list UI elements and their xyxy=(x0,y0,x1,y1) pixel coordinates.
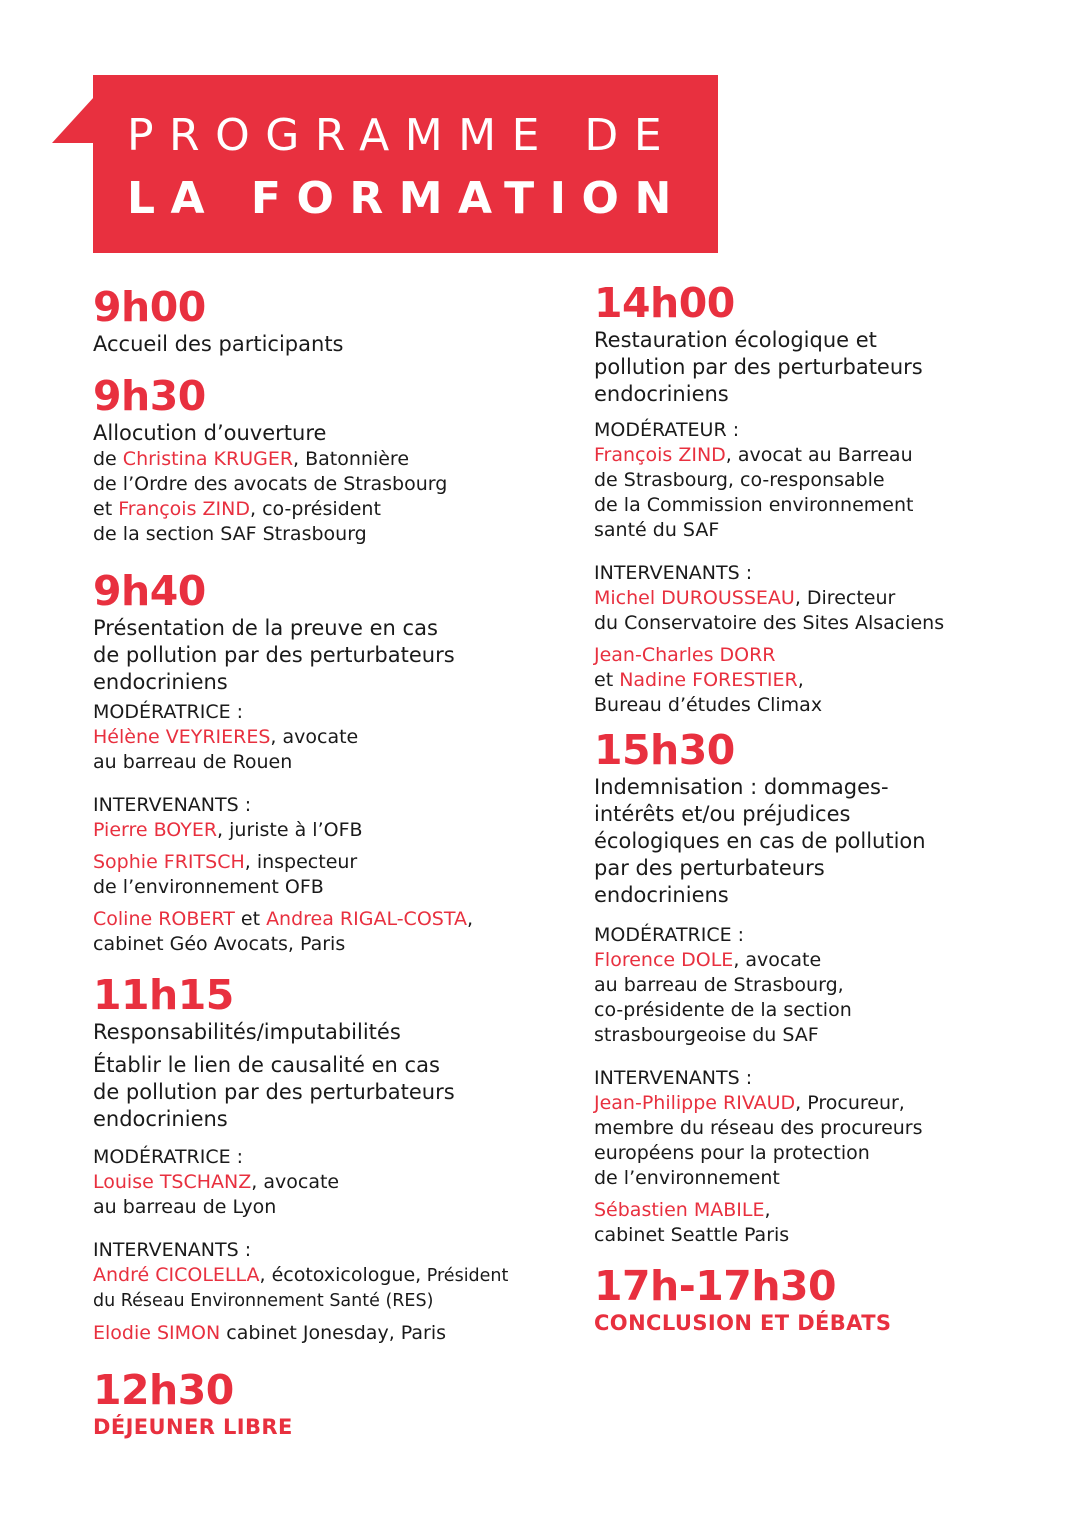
session-title: Indemnisation : dommages- xyxy=(594,775,889,799)
session-title: par des perturbateurs xyxy=(594,856,825,880)
speaker-line: et Nadine FORESTIER, xyxy=(594,669,804,691)
speaker-name: François ZIND xyxy=(594,444,726,466)
banner-title-line2: LA FORMATION xyxy=(127,173,687,224)
session-12h30 xyxy=(93,1366,558,1441)
banner-title-line1: PROGRAMME DE xyxy=(127,110,678,161)
session-title: Présentation de la preuve en cas xyxy=(93,616,438,640)
speaker-line: Pierre BOYER, juriste à l’OFB xyxy=(93,819,363,841)
moderator-label: MODÉRATEUR : xyxy=(594,419,740,441)
speaker-line: au barreau de Rouen xyxy=(93,751,293,773)
speaker-name: Michel DUROUSSEAU xyxy=(594,587,795,609)
moderator-label: MODÉRATRICE : xyxy=(93,1146,244,1168)
session-title: de pollution par des perturbateurs xyxy=(93,643,455,667)
speaker-line: cabinet Géo Avocats, Paris xyxy=(93,933,346,955)
moderator-label: MODÉRATRICE : xyxy=(594,924,745,946)
session-title: endocriniens xyxy=(93,1107,228,1131)
speaker-name: Louise TSCHANZ xyxy=(93,1171,252,1193)
speaker-name: Florence DOLE xyxy=(594,949,734,971)
session-label: DÉJEUNER LIBRE xyxy=(93,1415,293,1439)
session-time: 17h-17h30 xyxy=(594,1262,837,1310)
speaker-line: Bureau d’études Climax xyxy=(594,694,823,716)
session-9h30 xyxy=(93,372,558,547)
speaker-name: Christina KRUGER xyxy=(122,448,294,470)
speaker-line: de Strasbourg, co-responsable xyxy=(594,469,885,491)
session-title: Responsabilités/imputabilités xyxy=(93,1020,401,1044)
speaker-line: Hélène VEYRIERES, avocate xyxy=(93,726,359,748)
session-15h30 xyxy=(594,726,1044,1248)
session-title: intérêts et/ou préjudices xyxy=(594,802,851,826)
session-title: pollution par des perturbateurs xyxy=(594,355,923,379)
speaker-line: François ZIND, avocat au Barreau xyxy=(594,444,913,466)
speaker-line: Louise TSCHANZ, avocate xyxy=(93,1171,340,1193)
session-time: 11h15 xyxy=(93,971,234,1019)
session-time: 9h00 xyxy=(93,283,206,331)
session-title: Restauration écologique et xyxy=(594,328,877,352)
speaker-line: strasbourgeoise du SAF xyxy=(594,1024,819,1046)
speaker-line: de l’environnement OFB xyxy=(93,876,324,898)
speakers-label: INTERVENANTS : xyxy=(93,794,252,816)
session-11h15 xyxy=(93,971,558,1346)
session-9h40 xyxy=(93,567,558,957)
speaker-name: Andrea RIGAL-COSTA xyxy=(266,908,467,930)
speaker-line: co-présidente de la section xyxy=(594,999,852,1021)
speaker-name: Nadine FORESTIER xyxy=(619,669,798,691)
speaker-line: au barreau de Strasbourg, xyxy=(594,974,844,996)
speakers-label: INTERVENANTS : xyxy=(93,1239,252,1261)
speaker-name: Elodie SIMON xyxy=(93,1322,221,1344)
speaker-line: santé du SAF xyxy=(594,519,720,541)
speaker-name: Sophie FRITSCH xyxy=(93,851,245,873)
session-time: 12h30 xyxy=(93,1366,234,1414)
speaker-line: cabinet Seattle Paris xyxy=(594,1224,790,1246)
session-title: de pollution par des perturbateurs xyxy=(93,1080,455,1104)
speakers-label: INTERVENANTS : xyxy=(594,1067,753,1089)
session-time: 14h00 xyxy=(594,279,735,327)
schedule-right-column xyxy=(594,279,1044,1337)
session-title: écologiques en cas de pollution xyxy=(594,829,926,853)
speaker-name: Pierre BOYER xyxy=(93,819,218,841)
session-title: Allocution d’ouverture xyxy=(93,421,327,445)
speaker-name: Sébastien MABILE xyxy=(594,1199,765,1221)
speaker-line: Jean-Philippe RIVAUD, Procureur, xyxy=(594,1092,905,1114)
speaker-line: et François ZIND, co-président xyxy=(93,498,381,520)
speaker-line: membre du réseau des procureurs xyxy=(594,1117,923,1139)
speaker-line: de Christina KRUGER, Batonnière xyxy=(93,448,410,470)
speaker-line: Sophie FRITSCH, inspecteur xyxy=(93,851,358,873)
moderator-label: MODÉRATRICE : xyxy=(93,701,244,723)
speaker-line: Sébastien MABILE, xyxy=(594,1199,771,1221)
speaker-line: au barreau de Lyon xyxy=(93,1196,277,1218)
banner-notch xyxy=(52,97,94,143)
speakers-label: INTERVENANTS : xyxy=(594,562,753,584)
speaker-line: du Conservatoire des Sites Alsaciens xyxy=(594,612,945,634)
session-17h xyxy=(594,1262,1044,1337)
speaker-name: Jean-Charles DORR xyxy=(594,644,776,666)
session-label: CONCLUSION ET DÉBATS xyxy=(594,1311,892,1335)
speaker-line: européens pour la protection xyxy=(594,1142,870,1164)
schedule-left-column xyxy=(93,283,558,1441)
speaker-name: Hélène VEYRIERES xyxy=(93,726,271,748)
session-title: Établir le lien de causalité en cas xyxy=(93,1053,440,1077)
session-14h00 xyxy=(594,279,1044,718)
session-time: 9h40 xyxy=(93,567,206,615)
title-banner xyxy=(93,75,718,253)
speaker-line: André CICOLELLA, écotoxicologue, Président xyxy=(93,1264,509,1286)
speaker-line: de l’environnement xyxy=(594,1167,780,1189)
session-title: endocriniens xyxy=(594,883,729,907)
speaker-line: de la Commission environnement xyxy=(594,494,914,516)
speaker-line: Florence DOLE, avocate xyxy=(594,949,822,971)
session-title: Accueil des participants xyxy=(93,332,344,356)
speaker-name: Jean-Philippe RIVAUD xyxy=(594,1092,796,1114)
speaker-line: Coline ROBERT et Andrea RIGAL-COSTA, xyxy=(93,908,474,930)
speaker-name: Coline ROBERT xyxy=(93,908,235,930)
session-title: endocriniens xyxy=(594,382,729,406)
speaker-line: Elodie SIMON cabinet Jonesday, Paris xyxy=(93,1322,447,1344)
speaker-line: Michel DUROUSSEAU, Directeur xyxy=(594,587,896,609)
session-time: 9h30 xyxy=(93,372,206,420)
session-9h00 xyxy=(93,283,558,358)
speaker-name: François ZIND xyxy=(118,498,250,520)
speaker-line: de l’Ordre des avocats de Strasbourg xyxy=(93,473,448,495)
speaker-line: du Réseau Environnement Santé (RES) xyxy=(93,1291,434,1311)
speaker-name: André CICOLELLA xyxy=(93,1264,260,1286)
session-title: endocriniens xyxy=(93,670,228,694)
speaker-line: de la section SAF Strasbourg xyxy=(93,523,367,545)
session-time: 15h30 xyxy=(594,726,735,774)
